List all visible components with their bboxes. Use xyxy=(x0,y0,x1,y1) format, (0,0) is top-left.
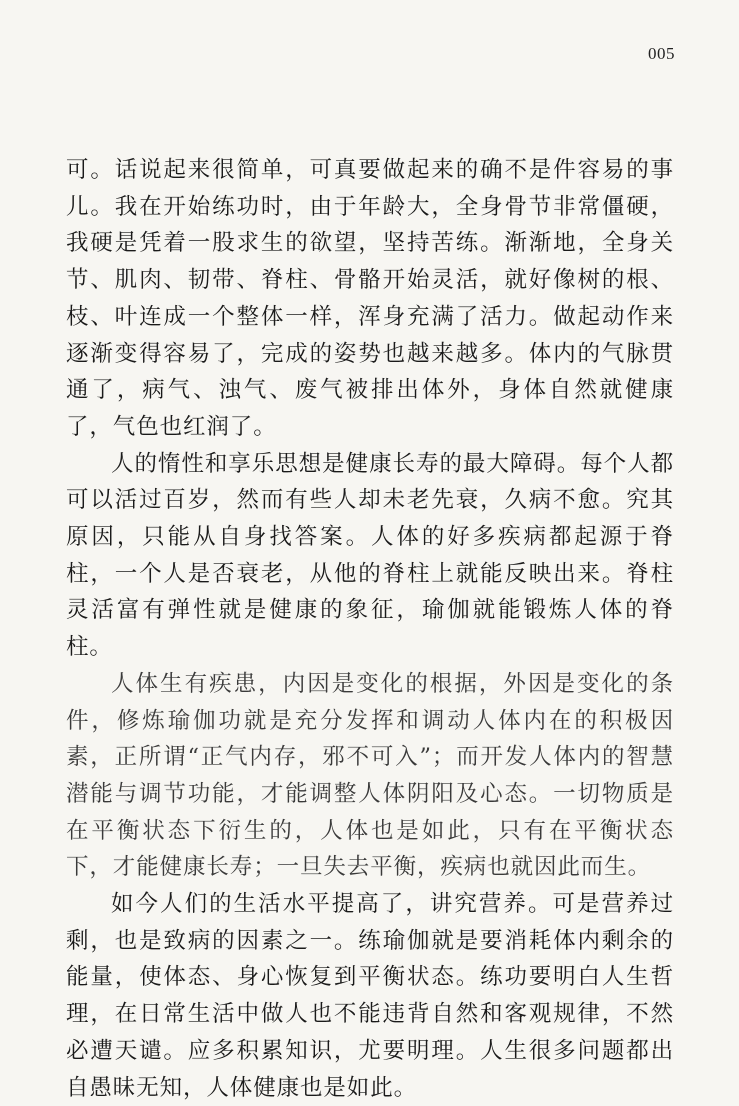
paragraph: 可。话说起来很简单，可真要做起来的确不是件容易的事儿。我在开始练功时，由于年龄大，全身骨节非常僵硬，我硬是凭着一股求生的欲望，坚持苦练。渐渐地，全身关节、肌肉、韧带、脊柱、骨骼开始灵活，就好像树的根、枝、叶连成一个整体一样，浑身充满了活力。做起动作来逐渐变得容易了，完成的姿势也越来越多。体内的气脉贯通了，病气、浊气、废气被排出体外，身体自然就健康了，气色也红润了。 xyxy=(66,157,674,440)
paragraph: 人体生有疾患，内因是变化的根据，外因是变化的条件，修炼瑜伽功就是充分发挥和调动人体内在的积极因素，正所谓“正气内存，邪不可入”；而开发人体内的智慧潜能与调节功能，才能调整人体阴阳及心态。一切物质是在平衡状态下衍生的，人体也是如此，只有在平衡状态下，才能健康长寿；一旦失去平衡，疾病也就因此而生。 xyxy=(66,670,674,881)
body-text xyxy=(66,152,674,1106)
page-number: 005 xyxy=(648,44,675,63)
paragraph: 如今人们的生活水平提高了，讲究营养。可是营养过剩，也是致病的因素之一。练瑜伽就是要消耗体内剩余的能量，使体态、身心恢复到平衡状态。练功要明白人生哲理，在日常生活中做人也不能违背自然和客观规律，不然必遭天谴。应多积累知识，尤要明理。人生很多问题都出自愚昧无知，人体健康也是如此。 xyxy=(66,891,674,1101)
paragraph: 人的惰性和享乐思想是健康长寿的最大障碍。每个人都可以活过百岁，然而有些人却未老先衰，久病不愈。究其原因，只能从自身找答案。人体的好多疾病都起源于脊柱，一个人是否衰老，从他的脊柱上就能反映出来。脊柱灵活富有弹性就是健康的象征，瑜伽就能锻炼人体的脊柱。 xyxy=(66,450,674,661)
